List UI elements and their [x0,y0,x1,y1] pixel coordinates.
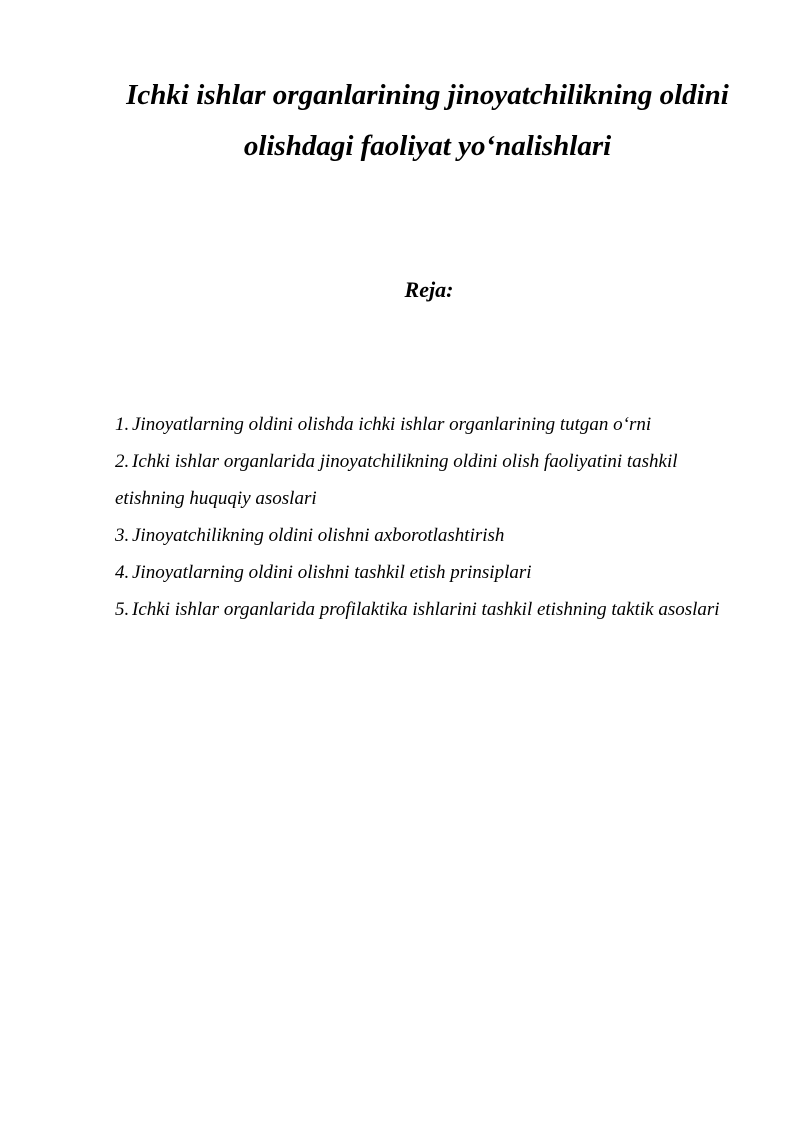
title-line-2: olishdagi faoliyat yo‘nalishlari [243,130,612,162]
title-line-1: Ichki ishlar organlarining jinoyatchilikning oldini [126,79,729,111]
plan-list [115,406,735,628]
plan-heading: Reja: [404,277,454,302]
plan-item-text: Ichki ishlar organlarida profilaktika ishlarini tashkil etishning taktik asoslari [132,599,720,620]
plan-item-1 [115,406,735,443]
plan-item-3 [115,517,735,554]
plan-item-number: 1. [115,414,130,435]
document-title [60,70,795,172]
plan-item-text: Ichki ishlar organlarida jinoyatchilikning oldini olish faoliyatini tashkil etishning huquqiy asoslari [115,451,678,509]
plan-item-number: 4. [115,562,130,583]
plan-item-number: 5. [115,599,130,620]
plan-item-text: Jinoyatchilikning oldini olishni axborotlashtirish [132,525,505,546]
plan-item-text: Jinoyatlarning oldini olishni tashkil etish prinsiplari [132,562,532,583]
plan-item-text: Jinoyatlarning oldini olishda ichki ishlar organlarining tutgan o‘rni [132,414,652,435]
plan-item-2 [115,443,735,517]
plan-item-4 [115,554,735,591]
plan-item-5 [115,591,735,628]
plan-item-number: 2. [115,451,130,472]
plan-item-number: 3. [115,525,130,546]
